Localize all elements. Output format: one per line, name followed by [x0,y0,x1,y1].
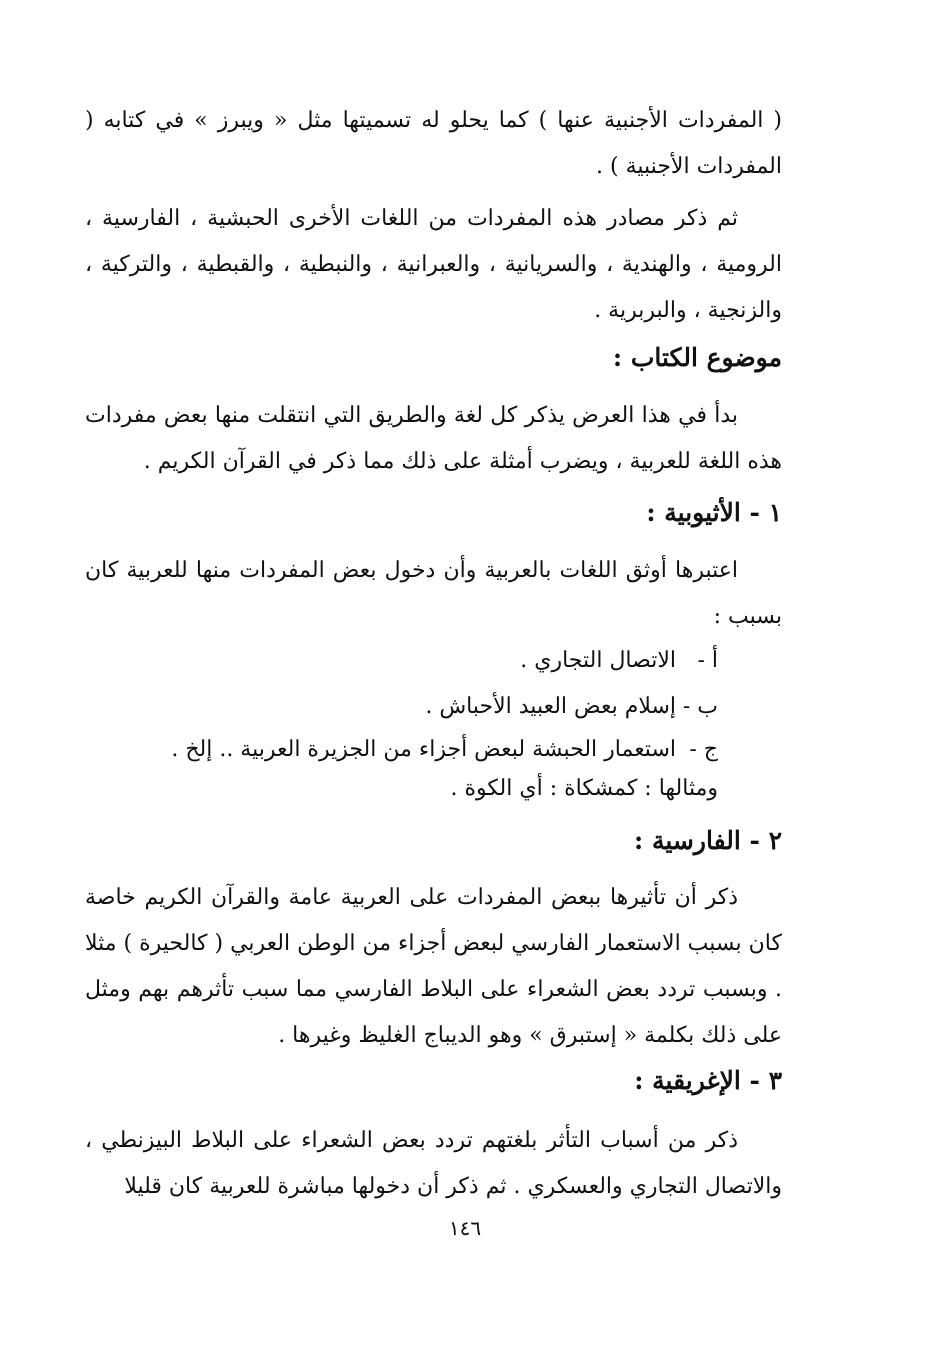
paragraph-presentation: بدأ في هذا العرض يذكر كل لغة والطريق التي انتقلت منها بعض مفردات هذه اللغة للعربية ، ويضرب أمثلة على ذلك مما ذكر في القرآن الكريم . [85,403,782,474]
list-item [520,638,718,684]
list-item [425,684,718,730]
page-number: ١٤٦ [448,1216,482,1240]
list-marker: ب - [682,694,718,719]
paragraph-ethiopic: اعتبرها أوثق اللغات بالعربية وأن دخول بعض المفردات منها للعربية كان بسبب : [85,558,782,629]
heading-book-topic: موضوع الكتاب : [612,343,782,372]
example-line [451,766,718,812]
list-text: الاتصال التجاري . [520,648,676,673]
heading-ethiopic: ١ - الأثيوبية : [646,498,782,527]
heading-greek: ٣ - الإغريقية : [634,1066,782,1095]
list-text: إسلام بعض العبيد الأحباش . [425,694,676,719]
list-marker: أ - [697,648,718,673]
list-marker: ج - [689,737,718,762]
paragraph-greek: ذكر من أسباب التأثر بلغتهم تردد بعض الشعراء على البلاط البيزنطي ، والاتصال التجاري والعسكري . ثم ذكر أن دخولها مباشرة للعربية كان قليلا [85,1128,782,1199]
paragraph-sources: ثم ذكر مصادر هذه المفردات من اللغات الأخرى الحبشية ، الفارسية ، الرومية ، والهندية ، والسريانية ، والعبرانية ، والنبطية ، والقبطية ، والتركية ، والزنجية ، والبربرية . [85,206,782,323]
paragraph-persian: ذكر أن تأثيرها ببعض المفردات على العربية عامة والقرآن الكريم خاصة كان بسبب الاستعمار الفارسي لبعض أجزاء من الوطن العربي ( كالحيرة ) مثلا . وبسبب تردد بعض الشعراء على البلاط الفارسي مما سبب تأثرهم بهم ومثل على ذلك بكلمة « إستبرق » وهو الديباج الغليظ وغيرها . [85,885,782,1048]
paragraph-foreign-vocabulary: ( المفردات الأجنبية عنها ) كما يحلو له تسميتها مثل « ويبرز » في كتابه ( المفردات الأجنبية ) . [85,108,782,179]
example-text: ومثالها : كمشكاة : أي الكوة . [450,776,718,801]
list-text: استعمار الحبشة لبعض أجزاء من الجزيرة العربية .. إلخ . [171,737,676,762]
heading-persian: ٢ - الفارسية : [634,826,782,855]
